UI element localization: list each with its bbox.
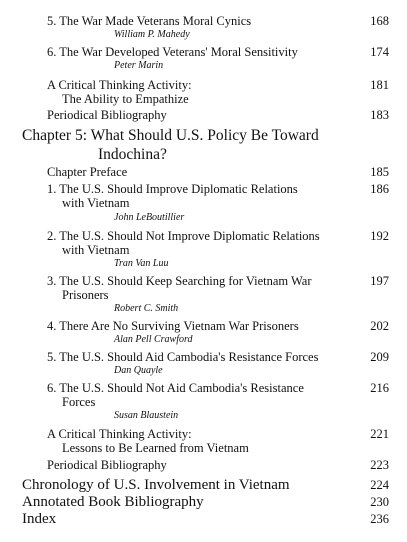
toc-author: William P. Mahedy: [114, 29, 190, 40]
toc-entry-title: 1. The U.S. Should Improve Diplomatic Relations: [47, 182, 298, 196]
toc-entry-title: 5. The War Made Veterans Moral Cynics: [47, 14, 252, 28]
toc-author: Peter Marin: [114, 60, 164, 71]
toc-entry-title: A Critical Thinking Activity:: [47, 78, 192, 92]
toc-page-number: 186: [370, 182, 389, 196]
toc-page-number: 230: [370, 495, 389, 509]
toc-page-number: 221: [370, 427, 389, 441]
toc-author: Robert C. Smith: [114, 303, 179, 314]
toc-entry-continuation: with Vietnam: [62, 196, 130, 210]
chapter-heading-continuation: Indochina?: [98, 146, 167, 163]
toc-entry-title: Periodical Bibliography: [47, 108, 167, 122]
toc-entry-title: 6. The War Developed Veterans' Moral Sensitivity: [47, 45, 298, 59]
toc-entry-title: 5. The U.S. Should Aid Cambodia's Resistance Forces: [47, 350, 319, 364]
toc-entry-continuation: Prisoners: [62, 288, 109, 302]
toc-page-number: 183: [370, 108, 389, 122]
toc-page-number: 209: [370, 350, 389, 364]
toc-page-number: 168: [370, 14, 389, 28]
chapter-heading: Chapter 5: What Should U.S. Policy Be Toward: [22, 127, 319, 144]
toc-page-number: 216: [370, 381, 389, 395]
toc-page-number: 174: [370, 45, 389, 59]
toc-entry-title: 6. The U.S. Should Not Aid Cambodia's Resistance: [47, 381, 304, 395]
toc-section-bibliography: Annotated Book Bibliography: [22, 494, 204, 510]
toc-section-chronology: Chronology of U.S. Involvement in Vietnam: [22, 477, 290, 493]
toc-author: Susan Blaustein: [114, 410, 179, 421]
toc-author: John LeBoutillier: [114, 212, 185, 223]
toc-entry-title: 3. The U.S. Should Keep Searching for Vietnam War: [47, 274, 312, 288]
toc-entry-continuation: with Vietnam: [62, 243, 130, 257]
toc-entry-title: Periodical Bibliography: [47, 458, 167, 472]
toc-entry-title: 2. The U.S. Should Not Improve Diplomatic Relations: [47, 229, 320, 243]
toc-author: Dan Quayle: [114, 365, 163, 376]
toc-page-number: 202: [370, 319, 389, 333]
toc-entry-title: Chapter Preface: [47, 165, 128, 179]
toc-page-number: 192: [370, 229, 389, 243]
toc-section-index: Index: [22, 511, 57, 527]
toc-page-number: 236: [370, 512, 389, 526]
toc-page-number: 181: [370, 78, 389, 92]
toc-entry-continuation: Forces: [62, 395, 96, 409]
toc-page-number: 224: [370, 478, 389, 492]
toc-author: Tran Van Luu: [114, 258, 169, 269]
toc-entry-subtitle: Lessons to Be Learned from Vietnam: [62, 441, 249, 455]
toc-entry-subtitle: The Ability to Empathize: [62, 92, 189, 106]
toc-page-number: 197: [370, 274, 389, 288]
toc-entry-title: 4. There Are No Surviving Vietnam War Prisoners: [47, 319, 299, 333]
toc-page-number: 223: [370, 458, 389, 472]
toc-page-number: 185: [370, 165, 389, 179]
toc-author: Alan Pell Crawford: [114, 334, 193, 345]
toc-entry-title: A Critical Thinking Activity:: [47, 427, 192, 441]
